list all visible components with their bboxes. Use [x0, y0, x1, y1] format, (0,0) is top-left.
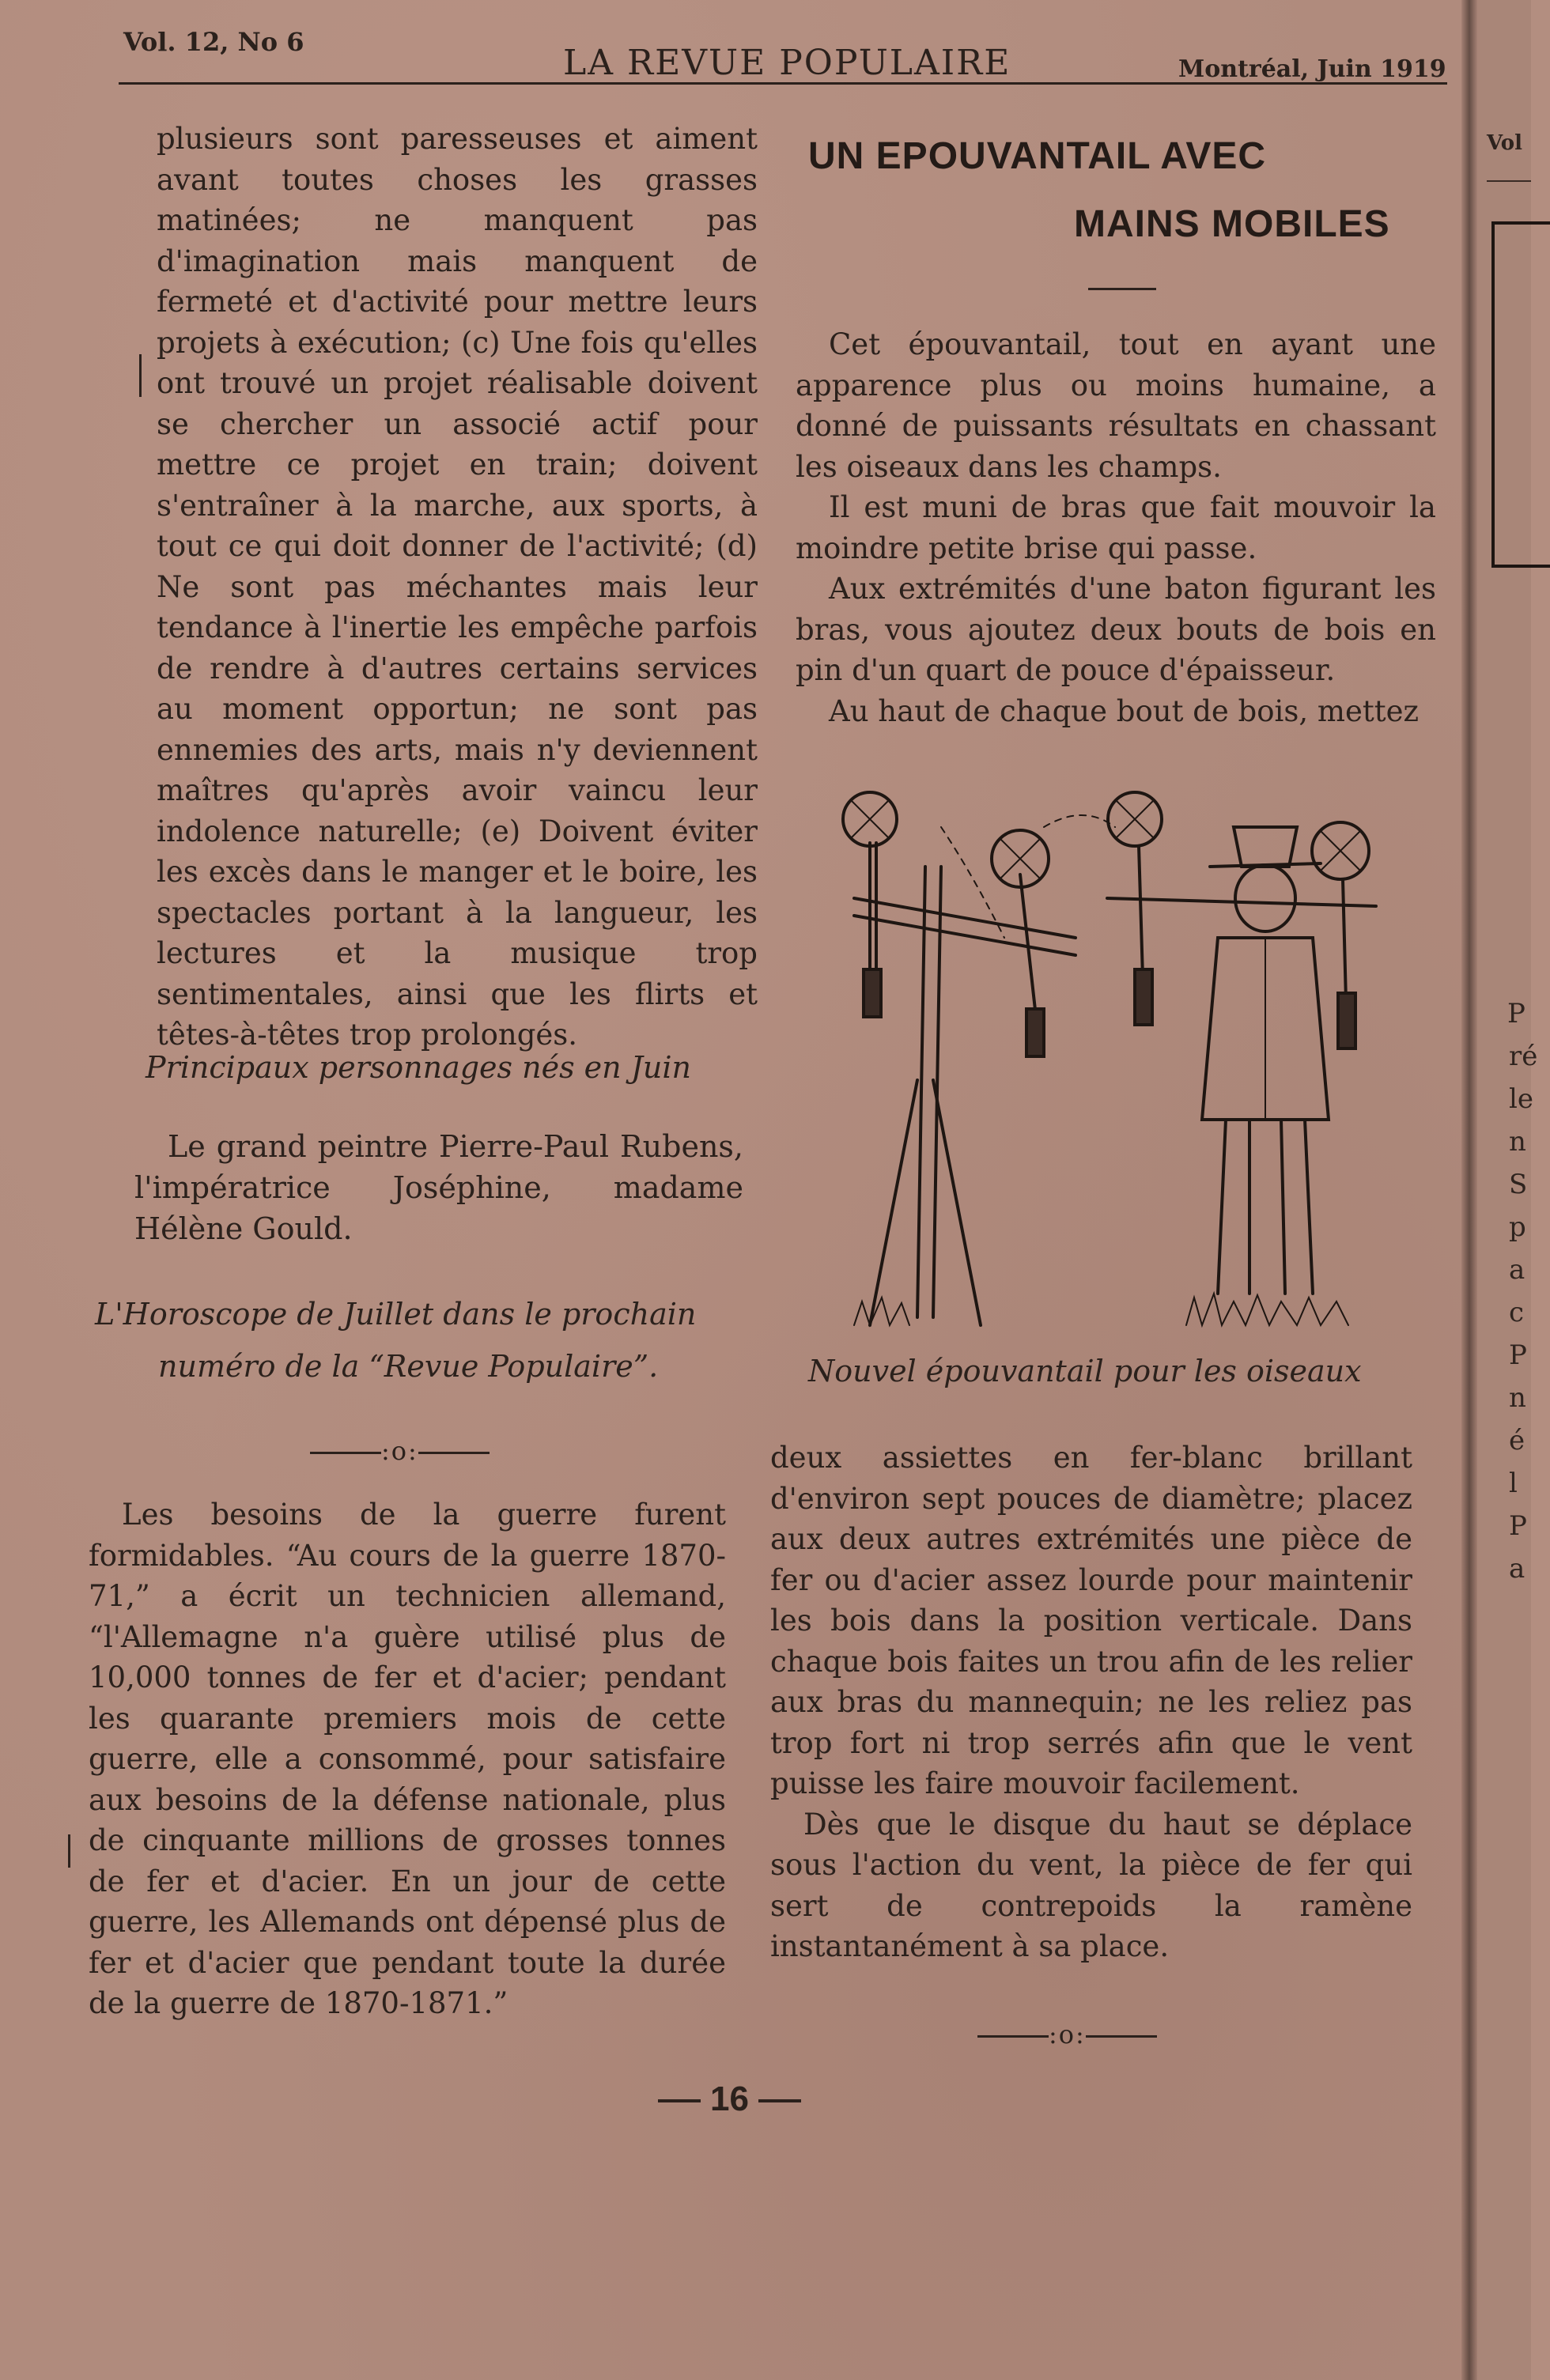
war-article: [89, 1494, 726, 2024]
frame-arm: [854, 898, 1076, 938]
adjacent-page-letter: a: [1509, 1254, 1525, 1286]
scarecrow-illustration: [822, 780, 1423, 1333]
volume-number: Vol. 12, No 6: [123, 27, 304, 57]
famous-people-paragraph: [134, 1126, 743, 1249]
adjacent-page-letter: l: [1509, 1468, 1518, 1499]
adjacent-page-letter: p: [1509, 1211, 1526, 1243]
hat: [1234, 827, 1297, 867]
separator-left-text: :o:: [381, 1436, 418, 1466]
adjacent-page-letter: n: [1509, 1126, 1526, 1158]
adjacent-page-letter: le: [1509, 1083, 1533, 1115]
adjacent-page-illustration-frame: [1491, 221, 1550, 568]
war-paragraph: Les besoins de la guerre furent formidables. “Au cours de la guerre 1870-71,” a écrit un technicien allemand, “l'Allemagne n'a guère utilisé plus de 10,000 tonnes de fer et d'acier; pendant les quarante premiers mois de cette guerre, elle a consommé, pour satisfaire aux besoins de la défense nationale, plus de cinquante millions de grosses tonnes de fer et d'acier. En un jour de cette guerre, les Allemands ont dépensé plus de fer et d'acier que pendant toute la durée de la guerre de 1870-1871.”: [89, 1498, 726, 2020]
scarecrow-article-top: [796, 324, 1436, 731]
separator-left: [310, 1436, 490, 1466]
article-paragraph-4: Au haut de chaque bout de bois, mettez: [829, 693, 1419, 728]
header-rule: [119, 82, 1447, 85]
separator-right-text: :o:: [1049, 2019, 1086, 2049]
page-number: [648, 2080, 811, 2119]
notice-line-2: numéro de la “Revue Populaire”.: [158, 1349, 659, 1384]
adjacent-page-letter: c: [1509, 1297, 1525, 1328]
magazine-title: LA REVUE POPULAIRE: [563, 43, 1011, 83]
article-title-line-2: MAINS MOBILES: [1074, 203, 1390, 245]
article-paragraph-3: Aux extrémités d'une baton figurant les bras, vous ajoutez deux bouts de bois en pin d'un quart de pouce d'épaisseur.: [796, 572, 1436, 687]
notice-line-1: L'Horoscope de Juillet dans le prochain: [95, 1297, 697, 1332]
adjacent-page-letter: P: [1509, 1510, 1527, 1542]
adjacent-page-letter: é: [1509, 1425, 1525, 1456]
article-paragraph-2: Il est muni de bras que fait mouvoir la moindre petite brise qui passe.: [796, 490, 1436, 565]
article-paragraph-1: Cet épouvantail, tout en ayant une apparence plus ou moins humaine, a donné de puissants résultats en chassant les oiseaux dans les champs.: [796, 327, 1436, 484]
page-number-text: 16: [710, 2080, 749, 2118]
title-rule: [1088, 288, 1156, 290]
page-fold: [1461, 0, 1477, 2380]
article-paragraph-5: deux assiettes en fer-blanc brillant d'environ sept pouces de diamètre; placez aux deux autres extrémités une pièce de fer ou d'acier assez lourde pour maintenir les bois dans la position verticale. Dans chaque bois faites un trou afin de les relier aux bras du mannequin; ne les reliez pas trop fort ni trop serrés afin que le vent puisse les faire mouvoir facilement.: [770, 1441, 1412, 1800]
scarecrow-article-bottom: [770, 1437, 1412, 1967]
adjacent-page-letter: S: [1509, 1169, 1528, 1200]
adjacent-page-letter: ré: [1509, 1041, 1538, 1072]
horoscope-paragraph: plusieurs sont paresseuses et aiment avant toutes choses les grasses matinées; ne manquent pas d'imagination mais manquent de fermeté et d'activité pour mettre leurs projets à exécution; (c) Une fois qu'elles ont trouvé un projet réalisable doivent se chercher un associé actif pour mettre ce projet en train; doivent s'entraîner à la marche, aux sports, à tout ce qui doit donner de l'activité; (d) Ne sont pas méchantes mais leur tendance à l'inertie les empêche parfois de rendre à d'autres certains services au moment opportun; ne sont pas ennemies des arts, mais n'y deviennent maîtres qu'après avoir vaincu leur indolence naturelle; (e) Doivent éviter les excès dans le manger et le boire, les spectacles portant à la langueur, les lectures et la musique trop sentimentales, ainsi que les flirts et têtes-à-têtes trop prolongés.: [157, 122, 758, 1052]
adjacent-page-letter: a: [1509, 1553, 1525, 1585]
adjacent-page-letter: P: [1509, 1339, 1527, 1371]
famous-people-text: Le grand peintre Pierre-Paul Rubens, l'impératrice Joséphine, madame Hélène Gould.: [134, 1129, 743, 1246]
separator-right: [977, 2019, 1157, 2049]
issue-date: Montréal, Juin 1919: [1178, 55, 1446, 83]
adjacent-page-volume: Vol: [1487, 131, 1523, 155]
adjacent-page-letter: n: [1509, 1382, 1526, 1414]
article-title-line-1: UN EPOUVANTAIL AVEC: [808, 135, 1267, 177]
adjacent-page-letter: P: [1507, 998, 1525, 1029]
dressed-arm: [1107, 898, 1376, 906]
article-paragraph-6: Dès que le disque du haut se déplace sous l'action du vent, la pièce de fer qui sert de contrepoids la ramène instantanément à sa place.: [770, 1807, 1412, 1963]
adjacent-page-rule: [1487, 180, 1531, 182]
frame-post: [917, 867, 925, 1317]
illustration-caption: Nouvel épouvantail pour les oiseaux: [808, 1354, 1362, 1388]
horoscope-continued: [157, 119, 758, 1056]
subheading-personnages: Principaux personnages nés en Juin: [146, 1050, 692, 1085]
margin-mark-2: [68, 1834, 70, 1868]
margin-mark: [139, 354, 142, 397]
